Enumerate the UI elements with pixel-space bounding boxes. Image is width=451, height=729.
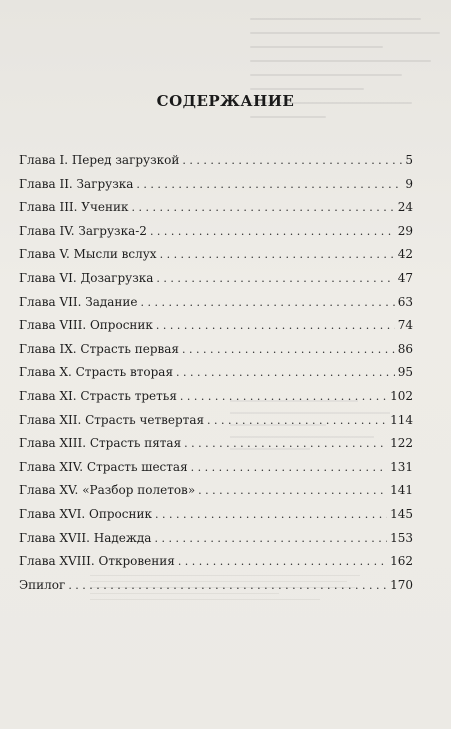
toc-entry-page-number: 170	[390, 577, 413, 592]
dot-leader	[207, 414, 387, 427]
toc-entry-label: Глава IV. Загрузка-2	[19, 223, 147, 238]
dot-leader	[154, 532, 387, 545]
toc-entry-label: Глава XV. «Разбор полетов»	[19, 483, 196, 498]
toc-entry	[19, 200, 413, 224]
dot-leader	[141, 296, 395, 309]
toc-entry-page-number: 24	[397, 200, 413, 215]
toc-entry	[19, 318, 413, 342]
toc-entry-page-number: 9	[405, 176, 413, 191]
toc-entry	[19, 177, 413, 201]
dot-leader	[155, 508, 387, 521]
toc-entry-page-number: 145	[390, 506, 413, 521]
toc-entry-page-number: 42	[397, 247, 413, 262]
dot-leader	[68, 579, 387, 592]
dot-leader	[136, 178, 402, 191]
toc-entry-page-number: 63	[397, 294, 413, 309]
toc-entry	[19, 365, 413, 389]
toc-entry-label: Глава XVII. Надежда	[19, 530, 152, 545]
toc-entry	[19, 389, 413, 413]
toc-entry-page-number: 153	[390, 530, 413, 545]
toc-entry	[19, 247, 413, 271]
toc-entry-label: Глава VI. Дозагрузка	[19, 270, 154, 285]
toc-entry	[19, 483, 413, 507]
dot-leader	[182, 154, 402, 167]
toc-entry-page-number: 162	[390, 554, 413, 569]
dot-leader	[191, 461, 387, 474]
toc-entry-page-number: 74	[397, 318, 413, 333]
toc-entry	[19, 436, 413, 460]
toc-entry-label: Глава VII. Задание	[19, 294, 138, 309]
toc-entry	[19, 578, 413, 602]
dot-leader	[182, 343, 395, 356]
toc-entry	[19, 224, 413, 248]
toc-entry-label: Глава VIII. Опросник	[19, 318, 153, 333]
toc-entry	[19, 271, 413, 295]
toc-entry-label: Глава X. Страсть вторая	[19, 365, 174, 380]
dot-leader	[176, 366, 395, 379]
toc-entry-page-number: 29	[397, 223, 413, 238]
toc-entry-page-number: 141	[390, 483, 413, 498]
toc-entry-page-number: 5	[405, 153, 413, 167]
table-of-contents	[19, 153, 413, 601]
toc-entry-page-number: 114	[390, 412, 413, 427]
page-title: СОДЕРЖАНИЕ	[156, 92, 295, 110]
toc-entry-page-number: 122	[390, 436, 413, 451]
dot-leader	[180, 390, 387, 403]
dot-leader	[156, 319, 395, 332]
toc-entry	[19, 507, 413, 531]
toc-entry	[19, 460, 413, 484]
toc-entry-label: Глава IX. Страсть первая	[19, 341, 179, 356]
toc-entry-label: Глава XII. Страсть четвертая	[19, 412, 205, 427]
dot-leader	[156, 272, 394, 285]
toc-entry-page-number: 131	[390, 459, 413, 474]
toc-entry-label: Глава XIII. Страсть пятая	[19, 436, 182, 451]
toc-entry-label: Глава XI. Страсть третья	[19, 388, 177, 403]
toc-entry	[19, 554, 413, 578]
toc-entry-label: Глава I. Перед загрузкой	[19, 153, 180, 167]
dot-leader	[178, 555, 387, 568]
toc-entry-label: Глава II. Загрузка	[19, 176, 134, 191]
dot-leader	[184, 437, 387, 450]
toc-entry-page-number: 102	[390, 388, 413, 403]
toc-entry	[19, 342, 413, 366]
toc-entry	[19, 531, 413, 555]
toc-entry-label: Глава V. Мысли вслух	[19, 247, 157, 262]
dot-leader	[198, 484, 387, 497]
toc-entry-label: Эпилог	[19, 577, 66, 592]
toc-entry-label: Глава III. Ученик	[19, 200, 129, 215]
toc-entry	[19, 153, 413, 177]
toc-entry	[19, 413, 413, 437]
toc-entry	[19, 295, 413, 319]
toc-entry-page-number: 47	[397, 270, 413, 285]
toc-entry-label: Глава XVIII. Откровения	[19, 554, 175, 569]
dot-leader	[132, 201, 395, 214]
dot-leader	[150, 225, 395, 238]
toc-entry-label: Глава XVI. Опросник	[19, 506, 152, 521]
toc-entry-label: Глава XIV. Страсть шестая	[19, 459, 188, 474]
toc-entry-page-number: 95	[397, 365, 413, 380]
dot-leader	[160, 248, 395, 261]
toc-entry-page-number: 86	[397, 341, 413, 356]
